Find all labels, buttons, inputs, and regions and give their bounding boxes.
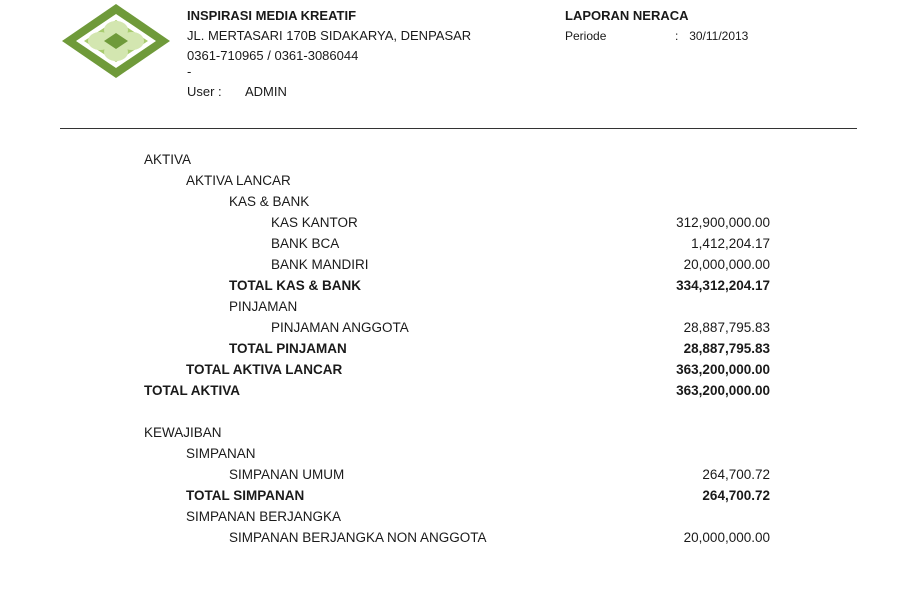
account-row	[0, 527, 900, 548]
row-label: PINJAMAN	[229, 299, 298, 314]
row-label: SIMPANAN BERJANGKA NON ANGGOTA	[229, 530, 487, 545]
row-amount: 312,900,000.00	[676, 215, 770, 230]
row-label: TOTAL AKTIVA	[144, 383, 240, 398]
company-info	[187, 6, 471, 102]
total-row	[0, 485, 900, 506]
row-label: SIMPANAN UMUM	[229, 467, 345, 482]
user-label: User :	[187, 84, 222, 99]
user-row	[187, 82, 471, 102]
period-label: Periode	[565, 29, 607, 43]
row-label: AKTIVA LANCAR	[186, 173, 291, 188]
row-amount: 264,700.72	[702, 467, 770, 482]
subgroup-pinjaman	[0, 296, 900, 317]
report-title: LAPORAN NERACA	[565, 8, 689, 23]
header-divider	[60, 128, 857, 129]
account-row	[0, 317, 900, 338]
group-simpanan	[0, 443, 900, 464]
company-logo	[62, 4, 170, 78]
total-row	[0, 338, 900, 359]
row-label: TOTAL KAS & BANK	[229, 278, 362, 293]
period-value: 30/11/2013	[689, 29, 749, 43]
row-label: TOTAL AKTIVA LANCAR	[186, 362, 343, 377]
company-name: INSPIRASI MEDIA KREATIF	[187, 8, 357, 23]
row-label: BANK BCA	[271, 236, 340, 251]
row-amount: 20,000,000.00	[683, 530, 770, 545]
row-amount: 334,312,204.17	[676, 278, 770, 293]
row-label: KAS KANTOR	[271, 215, 358, 230]
row-label: SIMPANAN BERJANGKA	[186, 509, 342, 524]
row-label: SIMPANAN	[186, 446, 256, 461]
subgroup-kas-bank	[0, 191, 900, 212]
account-row	[0, 212, 900, 233]
report-info	[565, 6, 748, 46]
row-label: PINJAMAN ANGGOTA	[271, 320, 409, 335]
period-separator: :	[675, 29, 679, 43]
grand-total-row	[0, 380, 900, 401]
row-amount: 20,000,000.00	[683, 257, 770, 272]
account-row	[0, 233, 900, 254]
balance-sheet	[0, 149, 900, 548]
row-amount: 363,200,000.00	[676, 362, 770, 377]
period-row	[565, 26, 748, 46]
company-address: JL. MERTASARI 170B SIDAKARYA, DENPASAR	[187, 28, 472, 43]
row-amount: 1,412,204.17	[691, 236, 770, 251]
user-value: ADMIN	[245, 84, 287, 99]
row-amount: 28,887,795.83	[683, 341, 770, 356]
row-label: TOTAL PINJAMAN	[229, 341, 347, 356]
row-label: KEWAJIBAN	[144, 425, 222, 440]
total-row	[0, 275, 900, 296]
company-phone: 0361-710965 / 0361-3086044	[187, 48, 359, 63]
section-kewajiban	[0, 422, 900, 443]
row-amount: 28,887,795.83	[683, 320, 770, 335]
total-row	[0, 359, 900, 380]
row-label: KAS & BANK	[229, 194, 310, 209]
company-extra: -	[187, 64, 192, 79]
account-row	[0, 254, 900, 275]
account-row	[0, 464, 900, 485]
group-aktiva-lancar	[0, 170, 900, 191]
section-gap	[0, 401, 900, 422]
row-label: AKTIVA	[144, 152, 192, 167]
section-aktiva	[0, 149, 900, 170]
row-amount: 363,200,000.00	[676, 383, 770, 398]
row-amount: 264,700.72	[702, 488, 770, 503]
row-label: BANK MANDIRI	[271, 257, 369, 272]
row-label: TOTAL SIMPANAN	[186, 488, 305, 503]
group-simpanan-berjangka	[0, 506, 900, 527]
